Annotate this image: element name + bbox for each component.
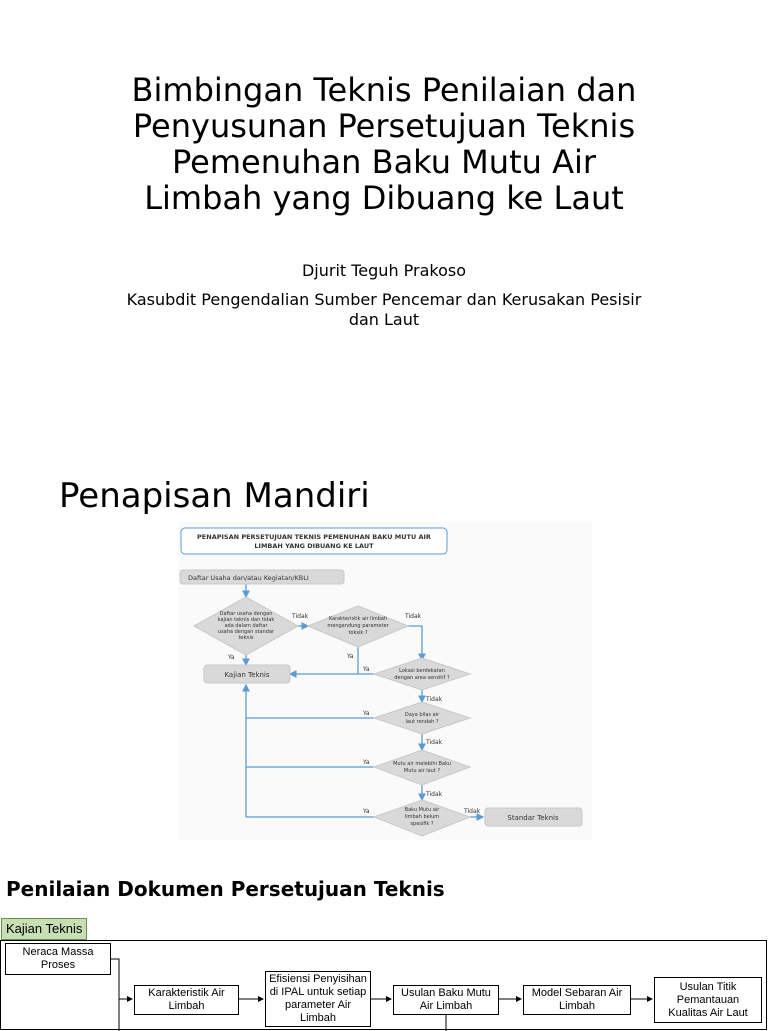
box-usulan-baku-mutu: Usulan Baku Mutu Air Limbah bbox=[393, 985, 499, 1015]
flow-label-no: Tidak bbox=[426, 739, 443, 746]
flow-label-yes: Ya bbox=[363, 710, 370, 717]
flow-label-yes: Ya bbox=[363, 759, 370, 766]
flow-standar: Standar Teknis bbox=[507, 814, 559, 822]
box-neraca-massa: Neraca Massa Proses bbox=[5, 943, 111, 975]
flow-header-line: PENAPISAN PERSETUJUAN TEKNIS PEMENUHAN BAKU MUTU AIR bbox=[197, 533, 431, 541]
author-name: Djurit Teguh Prakoso bbox=[301, 261, 467, 280]
kajian-teknis-tag: Kajian Teknis bbox=[1, 918, 87, 940]
flow-d1-line: teknis bbox=[238, 635, 254, 641]
flow-kajian: Kajian Teknis bbox=[224, 671, 270, 679]
flow-d3-line: dengan area sensitif ? bbox=[394, 675, 450, 681]
author-position: Kasubdit Pengendalian Sumber Pencemar dan Kerusakan Pesisir dan Laut bbox=[126, 290, 642, 329]
title-line: Pemenuhan Baku Mutu Air bbox=[172, 143, 596, 181]
flow-d2-line: Karakteristik air limbah bbox=[328, 616, 388, 622]
box-usulan-titik: Usulan Titik Pemantauan Kualitas Air Laut bbox=[654, 977, 762, 1023]
flow-d3-line: Lokasi berdekatan bbox=[399, 668, 445, 674]
page-title bbox=[60, 72, 708, 216]
box-model-sebaran: Model Sebaran Air Limbah bbox=[523, 985, 631, 1015]
title-line: Limbah yang Dibuang ke Laut bbox=[144, 179, 624, 217]
flow-d2-line: mengandung parameter bbox=[327, 623, 389, 629]
flow-label-no: Tidak bbox=[405, 613, 422, 620]
flow-d1-line: ada dalam daftar bbox=[224, 623, 268, 629]
flow-header-line: LIMBAH YANG DIBUANG KE LAUT bbox=[254, 542, 374, 550]
process-diagram bbox=[0, 940, 767, 1030]
flow-label-no: Tidak bbox=[426, 791, 443, 798]
flow-d4-line: Daya bilas air bbox=[404, 712, 440, 718]
flow-d1-line: usaha dengan standar bbox=[217, 629, 275, 635]
flow-d5-line: Mutu air melebihi Baku bbox=[393, 761, 451, 767]
flow-label-no: Tidak bbox=[464, 808, 481, 815]
flow-d2-line: toksik ? bbox=[348, 630, 368, 636]
flow-d4-line: laut rendah ? bbox=[405, 719, 439, 725]
section-heading-penapisan: Penapisan Mandiri bbox=[59, 476, 370, 516]
title-line: Penyusunan Persetujuan Teknis bbox=[132, 107, 636, 145]
flow-d6-line: Baku Mutu air bbox=[404, 807, 440, 813]
flow-d1-line: kajian teknis dan tidak bbox=[217, 617, 275, 623]
flow-label-no: Tidak bbox=[426, 696, 443, 703]
section-heading-penilaian: Penilaian Dokumen Persetujuan Teknis bbox=[6, 877, 445, 901]
flow-d1-line: Daftar usaha dengan bbox=[219, 611, 273, 617]
flow-label-no: Tidak bbox=[292, 613, 309, 620]
flow-label-yes: Ya bbox=[363, 666, 370, 673]
title-line: Bimbingan Teknis Penilaian dan bbox=[131, 71, 637, 109]
flow-start: Daftar Usaha dan/atau Kegiatan/KBLI bbox=[188, 574, 309, 582]
flow-d5-line: Mutu air laut ? bbox=[403, 768, 441, 774]
flow-label-yes: Ya bbox=[363, 808, 370, 815]
flow-label-yes: Ya bbox=[347, 653, 354, 660]
box-karakteristik: Karakteristik Air Limbah bbox=[134, 985, 239, 1015]
box-efisiensi: Efisiensi Penyisihan di IPAL untuk setiap parameter Air Limbah bbox=[265, 971, 371, 1027]
flowchart-image bbox=[178, 522, 592, 840]
flow-d6-line: limbah belum bbox=[404, 814, 440, 820]
flow-d6-line: spesifik ? bbox=[410, 821, 434, 827]
flow-label-yes: Ya bbox=[228, 654, 235, 661]
